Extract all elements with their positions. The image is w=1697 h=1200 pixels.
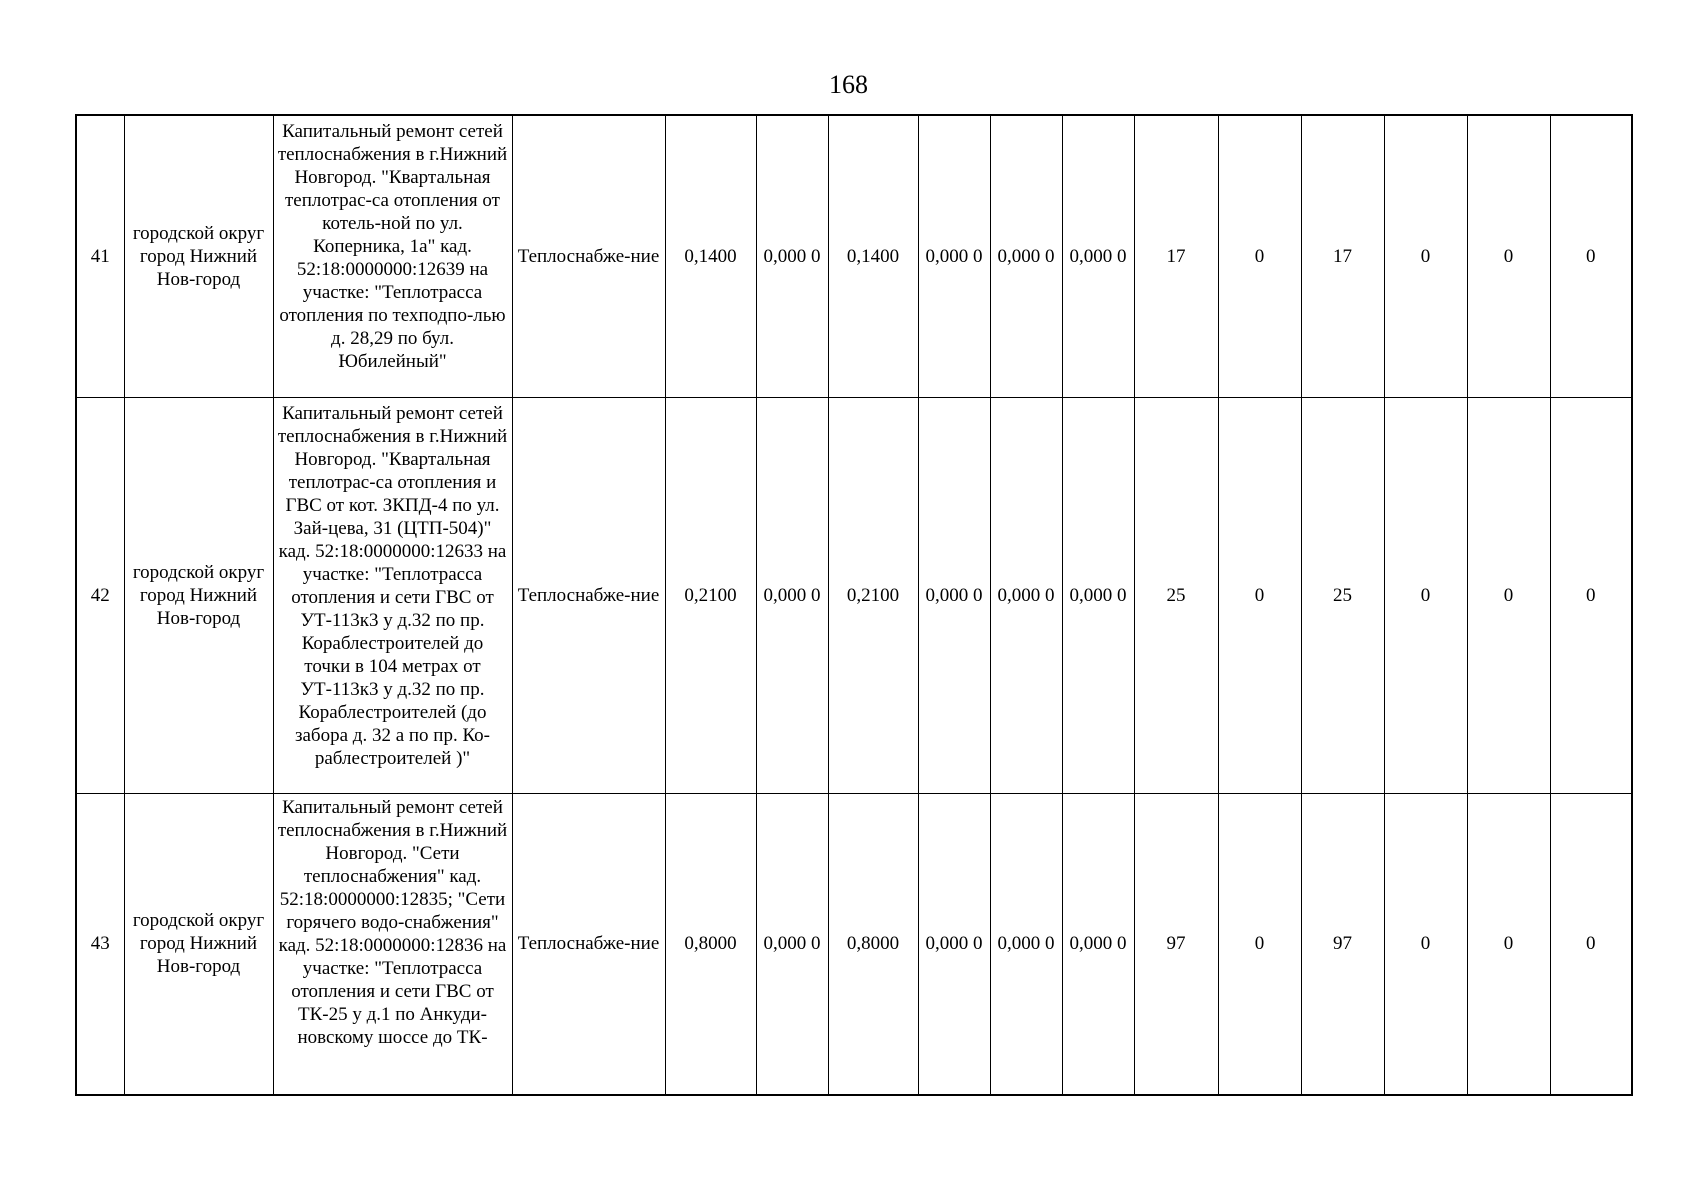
- value-cell: 0,2100: [828, 397, 918, 793]
- value-cell: 0: [1550, 115, 1632, 397]
- value-cell: 0: [1467, 397, 1550, 793]
- value-cell: 25: [1134, 397, 1218, 793]
- data-table: [75, 114, 1633, 1096]
- municipality-cell: городской округ город Нижний Нов-город: [124, 793, 273, 1095]
- page-number: 168: [829, 70, 868, 99]
- municipality-cell: городской округ город Нижний Нов-город: [124, 397, 273, 793]
- value-cell: 0,1400: [665, 115, 756, 397]
- value-cell: 17: [1301, 115, 1384, 397]
- value-cell: 0,000 0: [1062, 397, 1134, 793]
- value-cell: 0,000 0: [756, 793, 828, 1095]
- value-cell: 0,8000: [828, 793, 918, 1095]
- value-cell: 0: [1550, 793, 1632, 1095]
- value-cell: 25: [1301, 397, 1384, 793]
- value-cell: 0,000 0: [918, 793, 990, 1095]
- table-row: [76, 115, 1632, 397]
- value-cell: 0,000 0: [756, 115, 828, 397]
- value-cell: 0: [1384, 397, 1467, 793]
- value-cell: 0,000 0: [990, 115, 1062, 397]
- value-cell: 0,000 0: [990, 397, 1062, 793]
- value-cell: 0,8000: [665, 793, 756, 1095]
- description-cell: Капитальный ремонт сетей теплоснабжения в г.Нижний Новгород. "Квартальная теплотрас-са отопления и ГВС от кот. ЗКПД-4 по ул. Зай-цева, 31 (ЦТП-504)" кад. 52:18:0000000:12633 на участке: "Теплотрасса отопления и сети ГВС от УТ-113к3 у д.32 по пр. Кораблестроителей до точки в 104 метрах от УТ-113к3 у д.32 по пр. Кораблестроителей (до забора д. 32 а по пр. Ко-раблестроителей )": [273, 397, 512, 793]
- description-cell: Капитальный ремонт сетей теплоснабжения в г.Нижний Новгород. "Квартальная теплотрас-са отопления от котель-ной по ул. Коперника, 1а" кад. 52:18:0000000:12639 на участке: "Теплотрасса отопления по техподпо-лью д. 28,29 по бул. Юбилейный": [273, 115, 512, 397]
- sector-cell: Теплоснабже-ние: [512, 397, 665, 793]
- value-cell: 0: [1467, 793, 1550, 1095]
- value-cell: 0: [1218, 397, 1301, 793]
- value-cell: 0,000 0: [918, 115, 990, 397]
- row-number: 43: [76, 793, 124, 1095]
- municipality-cell: городской округ город Нижний Нов-город: [124, 115, 273, 397]
- value-cell: 0: [1384, 115, 1467, 397]
- table-row: [76, 397, 1632, 793]
- description-cell: Капитальный ремонт сетей теплоснабжения в г.Нижний Новгород. "Сети теплоснабжения" кад. 52:18:0000000:12835; "Сети горячего водо-снабжения" кад. 52:18:0000000:12836 на участке: "Теплотрасса отопления и сети ГВС от ТК-25 у д.1 по Анкуди-новскому шоссе до ТК-: [273, 793, 512, 1095]
- value-cell: 0,000 0: [1062, 115, 1134, 397]
- value-cell: 0,000 0: [756, 397, 828, 793]
- value-cell: 0: [1218, 115, 1301, 397]
- row-number: 42: [76, 397, 124, 793]
- value-cell: 0,000 0: [918, 397, 990, 793]
- value-cell: 0,2100: [665, 397, 756, 793]
- sector-cell: Теплоснабже-ние: [512, 793, 665, 1095]
- table-row: [76, 793, 1632, 1095]
- value-cell: 17: [1134, 115, 1218, 397]
- value-cell: 97: [1134, 793, 1218, 1095]
- value-cell: 97: [1301, 793, 1384, 1095]
- value-cell: 0,1400: [828, 115, 918, 397]
- value-cell: 0,000 0: [1062, 793, 1134, 1095]
- value-cell: 0: [1218, 793, 1301, 1095]
- row-number: 41: [76, 115, 124, 397]
- sector-cell: Теплоснабже-ние: [512, 115, 665, 397]
- value-cell: 0: [1467, 115, 1550, 397]
- value-cell: 0,000 0: [990, 793, 1062, 1095]
- value-cell: 0: [1384, 793, 1467, 1095]
- value-cell: 0: [1550, 397, 1632, 793]
